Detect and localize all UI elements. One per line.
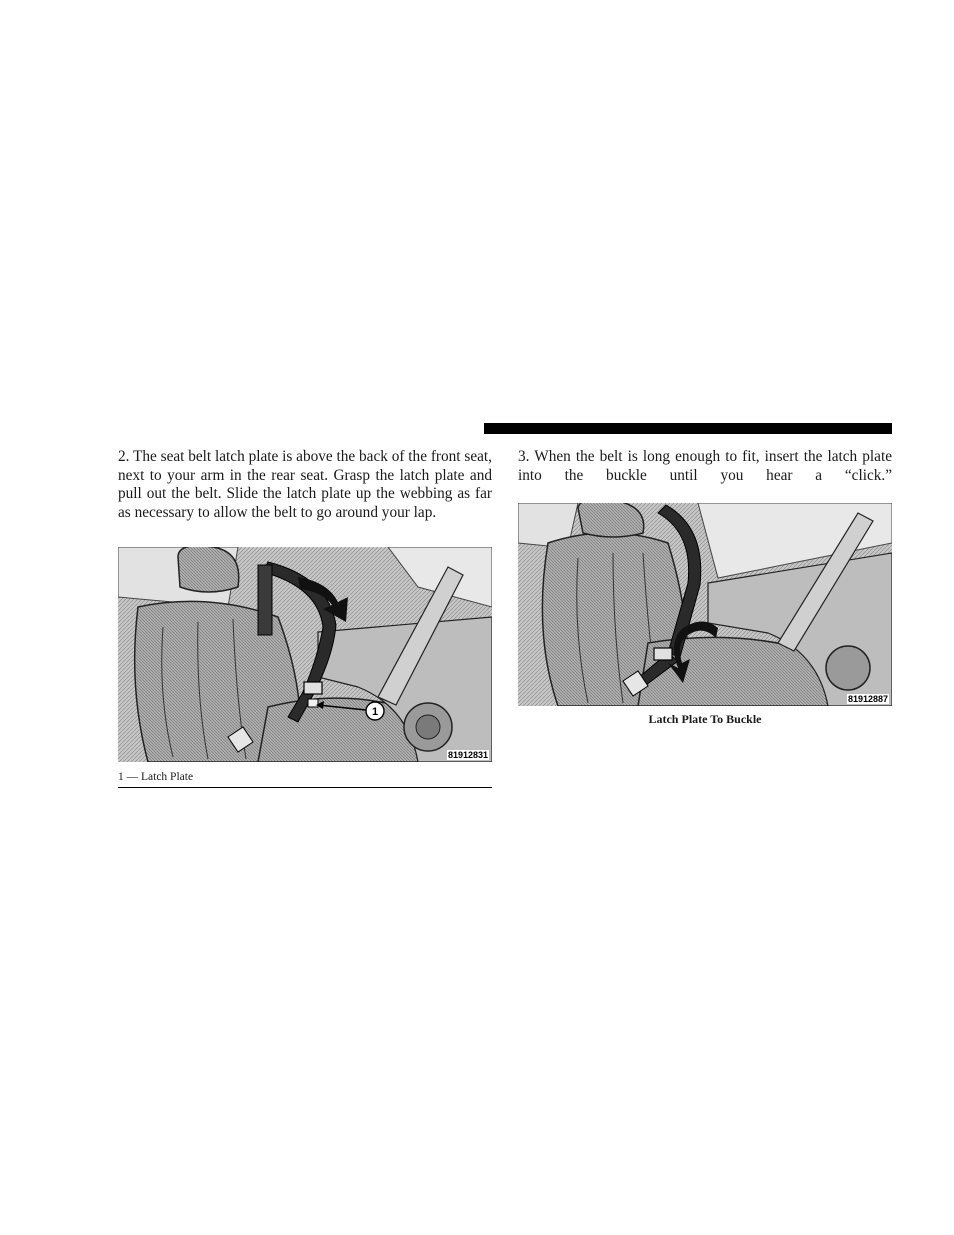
section-header-bar <box>484 423 892 434</box>
step-2-paragraph: 2. The seat belt latch plate is above the back of the front seat, next to your arm in the rear seat. Grasp the latch plate and pull out the belt. Slide the latch plate up the webbing as far as necessary to allow the belt to go around your lap. <box>118 448 492 521</box>
left-column <box>118 448 492 522</box>
figure-code: 81912887 <box>847 694 888 704</box>
figure-caption: Latch Plate To Buckle <box>648 712 762 726</box>
buckle-illustration <box>518 503 892 706</box>
buckle-drawing <box>518 503 892 706</box>
step-3-paragraph: 3. When the belt is long enough to fit, insert the latch plate into the buckle until you hear a “click.” <box>518 448 892 484</box>
callout-number: 1 <box>371 706 379 718</box>
figure-code: 81912831 <box>447 750 488 760</box>
right-column <box>518 448 892 485</box>
figure-legend: 1 — Latch Plate <box>118 770 492 788</box>
latch-plate-illustration <box>118 547 492 762</box>
latch-plate-drawing <box>118 547 492 762</box>
